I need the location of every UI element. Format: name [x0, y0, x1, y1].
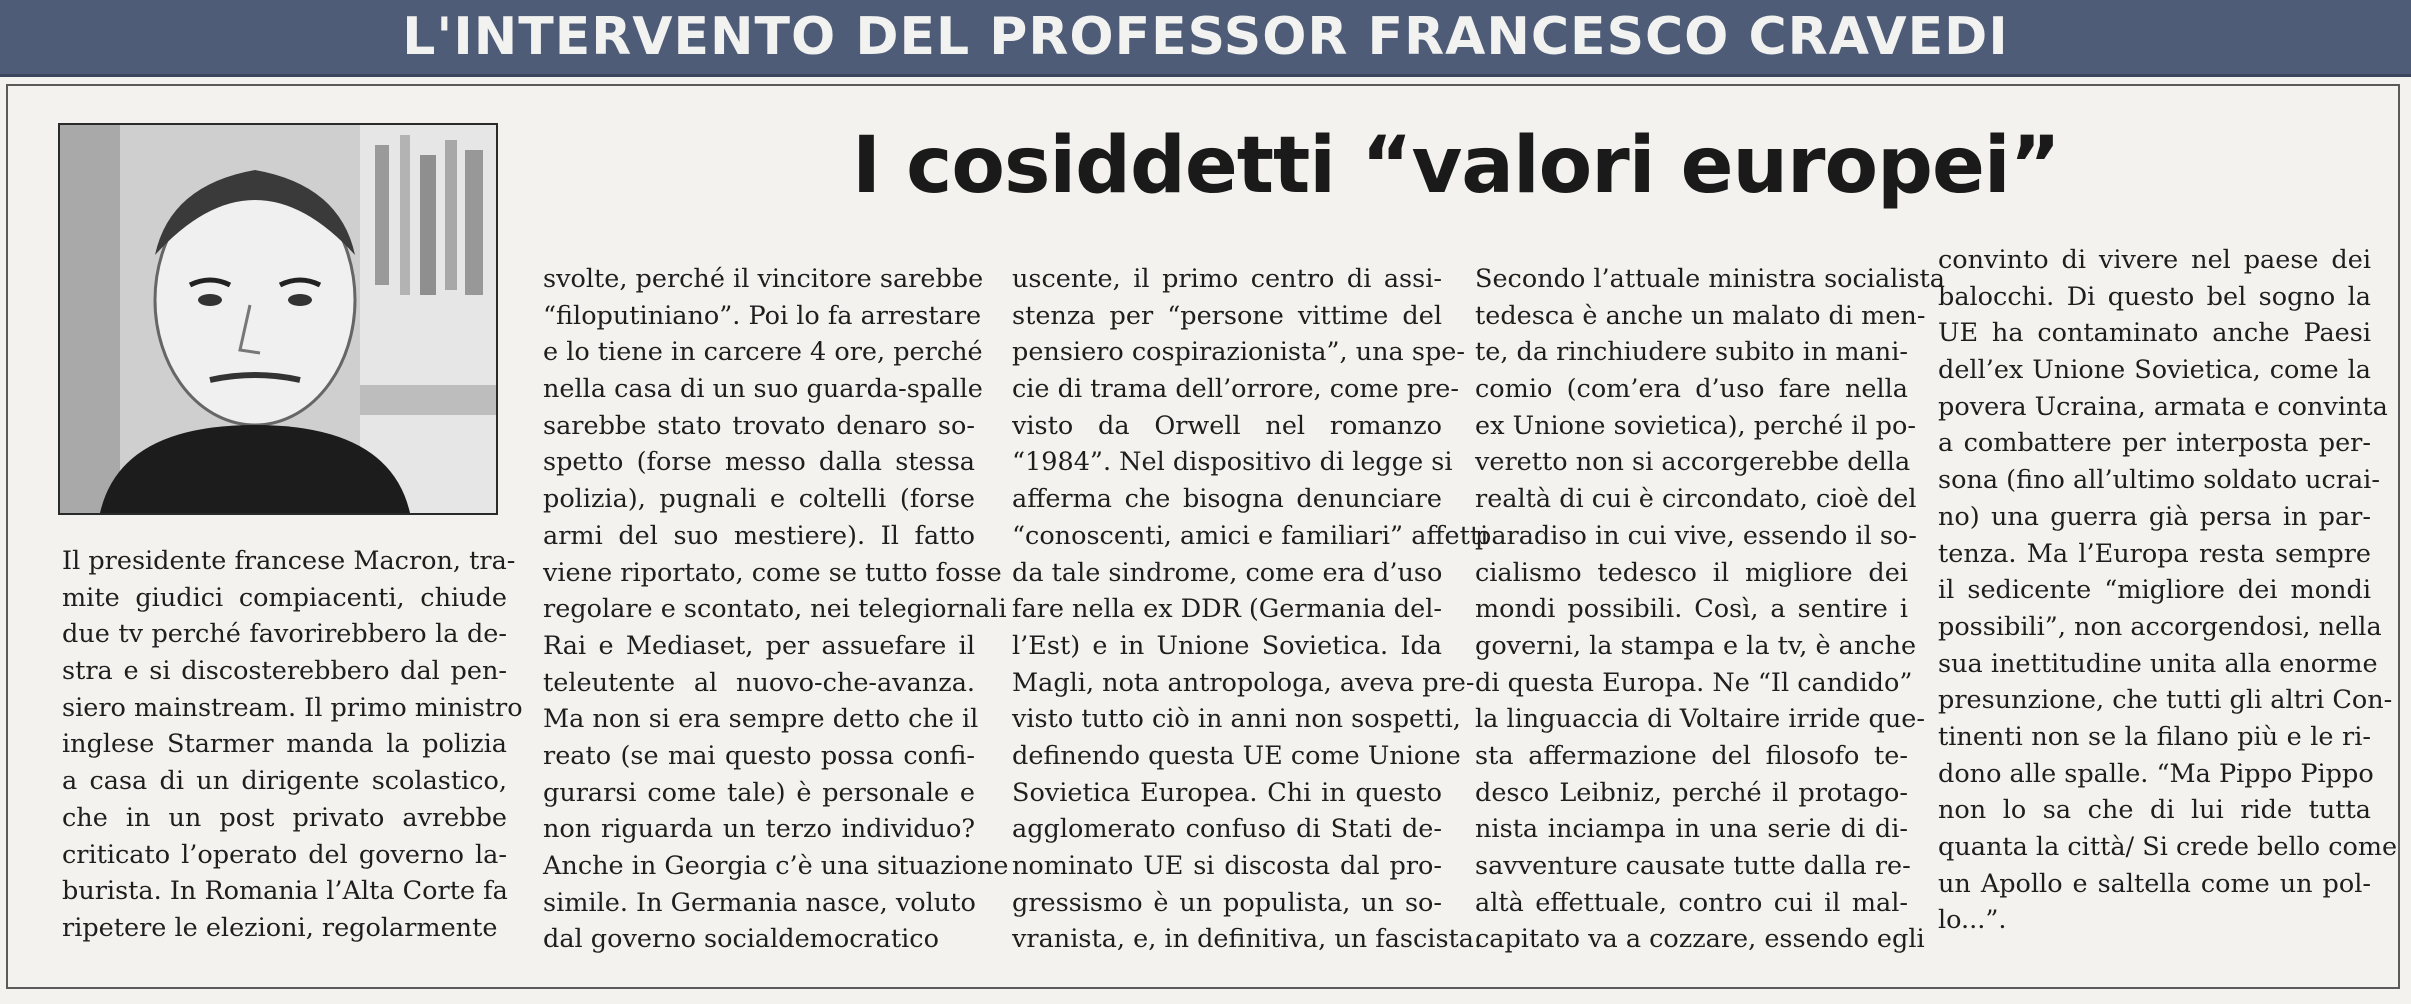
article-line: dell’ex Unione Sovietica, come la — [1938, 355, 2371, 386]
article-line: mite giudici compiacenti, chiude — [62, 582, 507, 613]
article-line: dono alle spalle. “Ma Pippo Pippo — [1938, 758, 2374, 789]
article-line: armi del suo mestiere). Il fatto — [543, 520, 975, 551]
article-line: la linguaccia di Voltaire irride que- — [1475, 704, 1925, 735]
article-line: criticato l’operato del governo la- — [62, 839, 507, 870]
portrait-illustration — [60, 125, 496, 513]
article-line: a combattere per interposta per- — [1938, 428, 2371, 459]
article-line: siero mainstream. Il primo ministro — [62, 692, 523, 723]
article-line: tedesca è anche un malato di men- — [1475, 300, 1926, 331]
article-column-4 — [1475, 261, 1946, 958]
article-line: a casa di un dirigente scolastico, — [62, 766, 507, 797]
article-line: regolare e scontato, nei telegiornali — [543, 594, 1007, 625]
article-line: Anche in Georgia c’è una situazione — [543, 851, 1009, 881]
article-line: da tale sindrome, come era d’uso — [1012, 557, 1443, 588]
article-line: Secondo l’attuale ministra socialista — [1475, 264, 1946, 294]
article-line: Il presidente francese Macron, tra- — [62, 546, 516, 576]
article-line: possibili”, non accorgendosi, nella — [1938, 611, 2382, 642]
article-line: sona (fino all’ultimo soldato ucrai- — [1938, 465, 2380, 496]
article-line: “filoputiniano”. Poi lo fa arrestare — [543, 300, 982, 331]
article-line: UE ha contaminato anche Paesi — [1938, 318, 2371, 349]
article-column-1 — [62, 543, 523, 947]
article-line: viene riportato, come se tutto fosse — [543, 557, 1002, 588]
article-line: comio (com’era d’uso fare nella — [1475, 374, 1908, 405]
article-line: uscente, il primo centro di assi- — [1012, 264, 1442, 294]
article-line: che in un post privato avrebbe — [62, 802, 507, 833]
article-line: paradiso in cui vive, essendo il so- — [1475, 520, 1917, 551]
article-line: agglomerato confuso di Stati de- — [1012, 814, 1442, 845]
article-column-5 — [1938, 242, 2398, 939]
article-line: cie di trama dell’orrore, come pre- — [1012, 374, 1459, 405]
article-line: ex Unione sovietica), perché il po- — [1475, 410, 1916, 441]
article-line: sta affermazione del filosofo te- — [1475, 740, 1908, 771]
article-line: gressismo è un populista, un so- — [1012, 887, 1442, 918]
article-line: afferma che bisogna denunciare — [1012, 484, 1442, 515]
article-line: non lo sa che di lui ride tutta — [1938, 795, 2371, 826]
article-line: ripetere le elezioni, regolarmente — [62, 912, 498, 943]
article-line: visto tutto ciò in anni non sospetti, — [1012, 704, 1461, 735]
article-line: stra e si discosterebbero dal pen- — [62, 656, 507, 687]
article-line: povera Ucraina, armata e convinta — [1938, 391, 2388, 422]
article-line: vranista, e, in definitiva, un fascista. — [1012, 924, 1483, 955]
article-line: nella casa di un suo guarda-spalle — [543, 374, 983, 405]
article-line: savventure causate tutte dalla re- — [1475, 851, 1911, 881]
article-line: nista inciampa in una serie di di- — [1475, 814, 1908, 845]
article-line: presunzione, che tutti gli altri Con- — [1938, 685, 2393, 716]
article-line: mondi possibili. Così, a sentire i — [1475, 594, 1908, 625]
article-line: Ma non si era sempre detto che il — [543, 704, 979, 735]
article-line: Sovietica Europea. Chi in questo — [1012, 777, 1442, 808]
article-line: nominato UE si discosta dal pro- — [1012, 851, 1442, 881]
article-line: teleutente al nuovo-che-avanza. — [543, 667, 975, 698]
article-line: Magli, nota antropologa, aveva pre- — [1012, 667, 1475, 698]
kicker-title: L'INTERVENTO DEL PROFESSOR FRANCESCO CRAVEDI — [402, 7, 2009, 67]
article-line: governi, la stampa e la tv, è anche — [1475, 630, 1917, 661]
article-line: stenza per “persone vittime del — [1012, 300, 1442, 331]
article-line: capitato va a cozzare, essendo egli — [1475, 924, 1925, 955]
article-line: dal governo socialdemocratico — [543, 924, 939, 955]
article-line: reato (se mai questo possa confi- — [543, 740, 975, 771]
article-line: di questa Europa. Ne “Il candido” — [1475, 667, 1913, 698]
article-line: Rai e Mediaset, per assuefare il — [543, 630, 975, 661]
article-line: inglese Starmer manda la polizia — [62, 729, 507, 760]
article-line: e lo tiene in carcere 4 ore, perché — [543, 337, 983, 368]
article-line: realtà di cui è circondato, cioè del — [1475, 484, 1917, 515]
article-line: polizia), pugnali e coltelli (forse — [543, 484, 975, 515]
article-line: due tv perché favorirebbero la de- — [62, 619, 507, 650]
article-line: desco Leibniz, perché il protago- — [1475, 777, 1908, 808]
article-line: l’Est) e in Unione Sovietica. Ida — [1012, 630, 1442, 661]
article-line: no) una guerra già persa in par- — [1938, 501, 2371, 532]
article-column-3 — [1012, 261, 1489, 958]
article-line: non riguarda un terzo individuo? — [543, 814, 975, 845]
article-line: sarebbe stato trovato denaro so- — [543, 410, 975, 441]
article-line: simile. In Germania nasce, voluto — [543, 887, 976, 918]
article-line: svolte, perché il vincitore sarebbe — [543, 264, 984, 294]
article-line: cialismo tedesco il migliore dei — [1475, 557, 1908, 588]
article-line: quanta la città/ Si crede bello come — [1938, 832, 2398, 862]
article-line: “conoscenti, amici e familiari” affetti — [1012, 520, 1489, 551]
article-line: un Apollo e saltella come un pol- — [1938, 868, 2371, 899]
article-line: definendo questa UE come Unione — [1012, 740, 1461, 771]
article-line: visto da Orwell nel romanzo — [1012, 410, 1442, 441]
article-line: spetto (forse messo dalla stessa — [543, 447, 975, 478]
article-line: burista. In Romania l’Alta Corte fa — [62, 876, 508, 907]
article-line: convinto di vivere nel paese dei — [1938, 245, 2371, 275]
article-line: pensiero cospirazionista”, una spe- — [1012, 337, 1465, 368]
article-line: veretto non si accorgerebbe della — [1475, 447, 1911, 478]
author-photo — [58, 123, 498, 515]
article-line: fare nella ex DDR (Germania del- — [1012, 594, 1442, 625]
article-line: gurarsi come tale) è personale e — [543, 777, 975, 808]
article-line: altà effettuale, contro cui il mal- — [1475, 887, 1908, 918]
article-line: te, da rinchiudere subito in mani- — [1475, 337, 1908, 368]
article-headline: I cosiddetti “valori europei” — [852, 121, 2060, 211]
article-line: “1984”. Nel dispositivo di legge si — [1012, 447, 1453, 478]
article-line: tenza. Ma l’Europa resta sempre — [1938, 538, 2371, 569]
article-line: lo...”. — [1938, 905, 2007, 936]
article-line: balocchi. Di questo bel sogno la — [1938, 281, 2371, 312]
article-column-2 — [543, 261, 1009, 958]
article-line: sua inettitudine unita alla enorme — [1938, 648, 2378, 679]
article-line: il sedicente “migliore dei mondi — [1938, 575, 2371, 606]
article-line: tinenti non se la filano più e le ri- — [1938, 721, 2371, 752]
